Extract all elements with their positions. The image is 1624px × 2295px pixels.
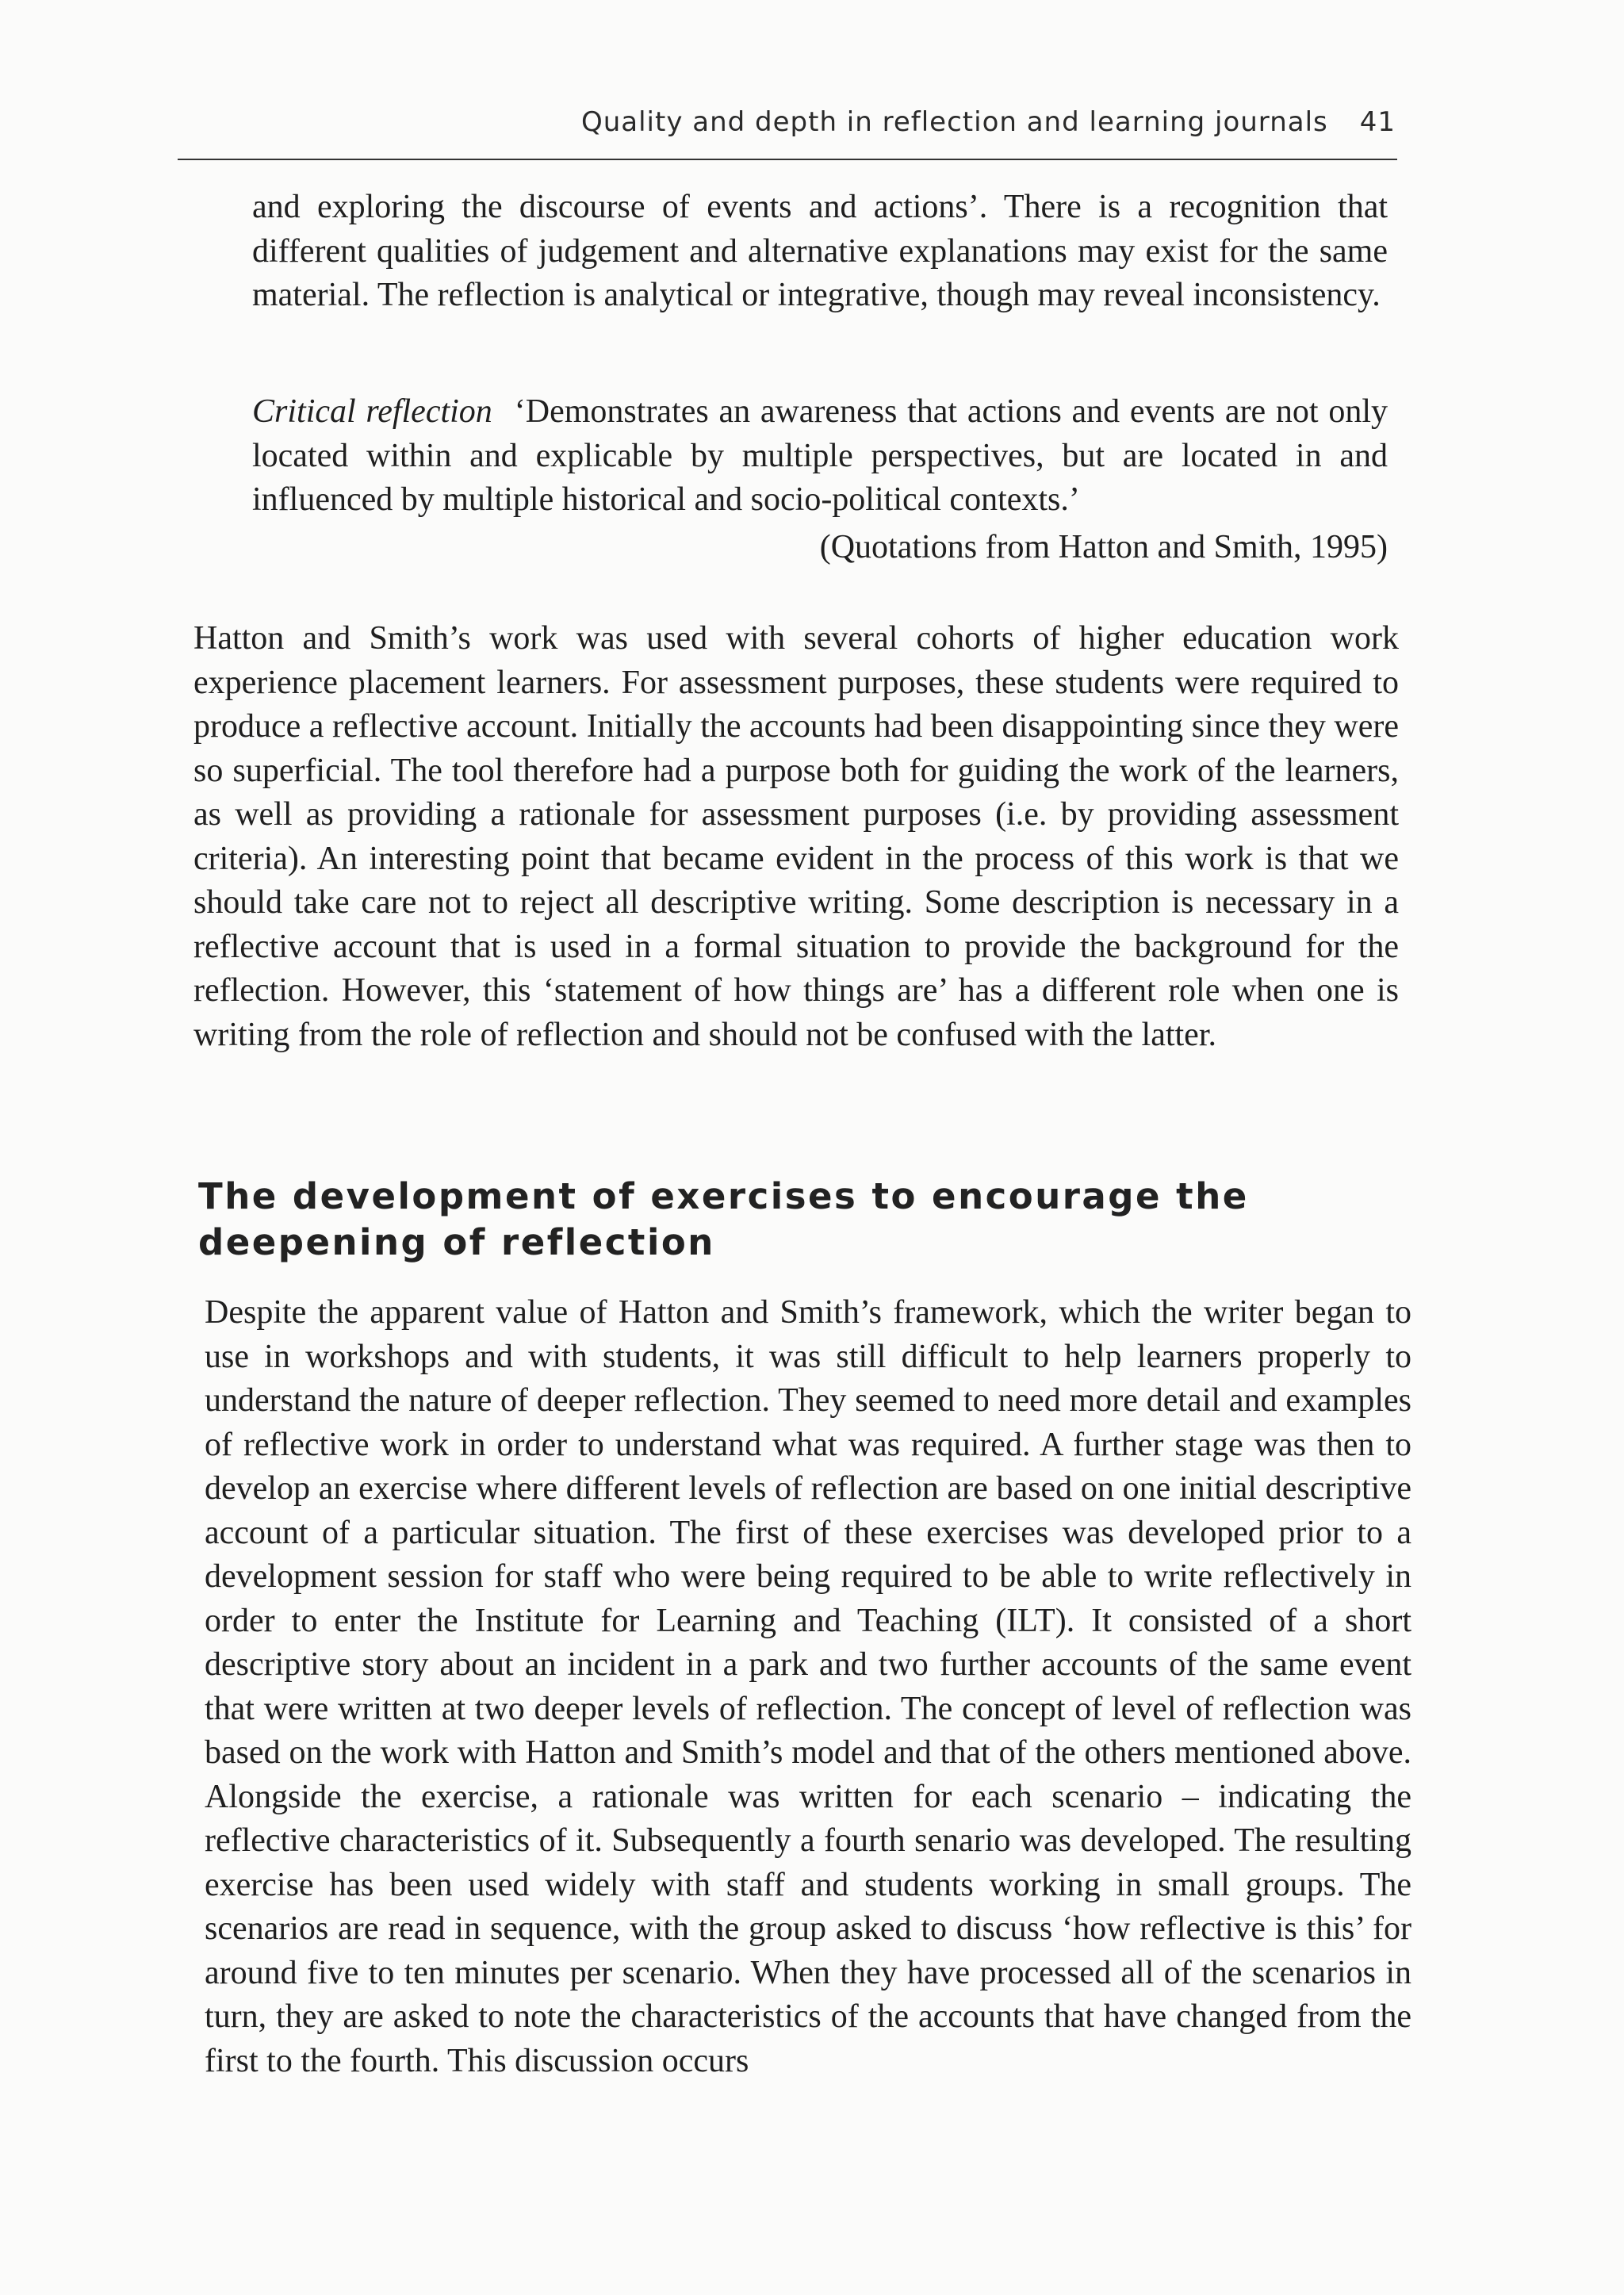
body-paragraph-exercises: Despite the apparent value of Hatton and Smith’s framework, which the writer began to use in workshops and with students, it was still difficult to help learners properly to understand the nature of deeper reflection. They seemed to need more detail and examples of reflective work in order to understand what was required. A further stage was then to develop an exercise where different levels of reflection are based on one initial descriptive account of a particular situation. The first of these exercises was developed prior to a development session for staff who were being required to be able to write reflectively in order to enter the Institute for Learning and Teaching (ILT). It consisted of a short descriptive story about an incident in a park and two further accounts of the same event that were written at two deeper levels of reflection. The concept of level of reflection was based on the work with Hatton and Smith’s model and that of the others mentioned above. Alongside the exercise, a rationale was written for each scenario – indicating the reflective characteristics of it. Subsequently a fourth senario was developed. The resulting exercise has been used widely with staff and students working in small groups. The scenarios are read in sequence, with the group asked to discuss ‘how reflective is this’ for around five to ten minutes per scenario. When they have processed all of the scenarios in turn, they are asked to note the characteristics of the accounts that have changed from the first to the fourth. This discussion occurs <box>205 1294 1411 2079</box>
term-critical-reflection: Critical reflection <box>252 393 492 430</box>
page-number: 41 <box>1359 106 1396 138</box>
quotation-citation: (Quotations from Hatton and Smith, 1995) <box>819 529 1388 565</box>
indented-quote-critical-reflection <box>252 390 1388 523</box>
body-paragraph-hatton-smith: Hatton and Smith’s work was used with several cohorts of higher education work experience placement learners. For assessment purposes, these students were required to produce a reflective account. Initially the accounts had been disappointing since they were so superficial. The tool therefore had a purpose both for guiding the work of the learners, as well as providing a rationale for assessment purposes (i.e. by providing assessment criteria). An interesting point that became evident in the process of this work is that we should take care not to reject all descriptive writing. Some description is necessary in a reflective account that is used in a formal situation to provide the background for the reflection. However, this ‘statement of how things are’ has a different role when one is writing from the role of reflection and should not be confused with the latter. <box>193 620 1399 1053</box>
section-heading: The development of exercises to encourage the deepening of reflection <box>198 1175 1249 1263</box>
critical-reflection-definition: ‘Demonstrates an awareness that actions and events are not only located within and explicable by multiple perspectives, but are located in and influenced by multiple historical and socio-political contexts.’ <box>252 393 1388 518</box>
indented-quote-continuation: and exploring the discourse of events and actions’. There is a recognition that different qualities of judgement and alternative explanations may exist for the same material. The reflection is analytical or integrative, though may reveal inconsistency. <box>252 189 1388 313</box>
running-header-title: Quality and depth in reflection and learning journals <box>580 106 1328 138</box>
header-rule <box>178 159 1397 160</box>
running-header <box>0 106 1396 138</box>
